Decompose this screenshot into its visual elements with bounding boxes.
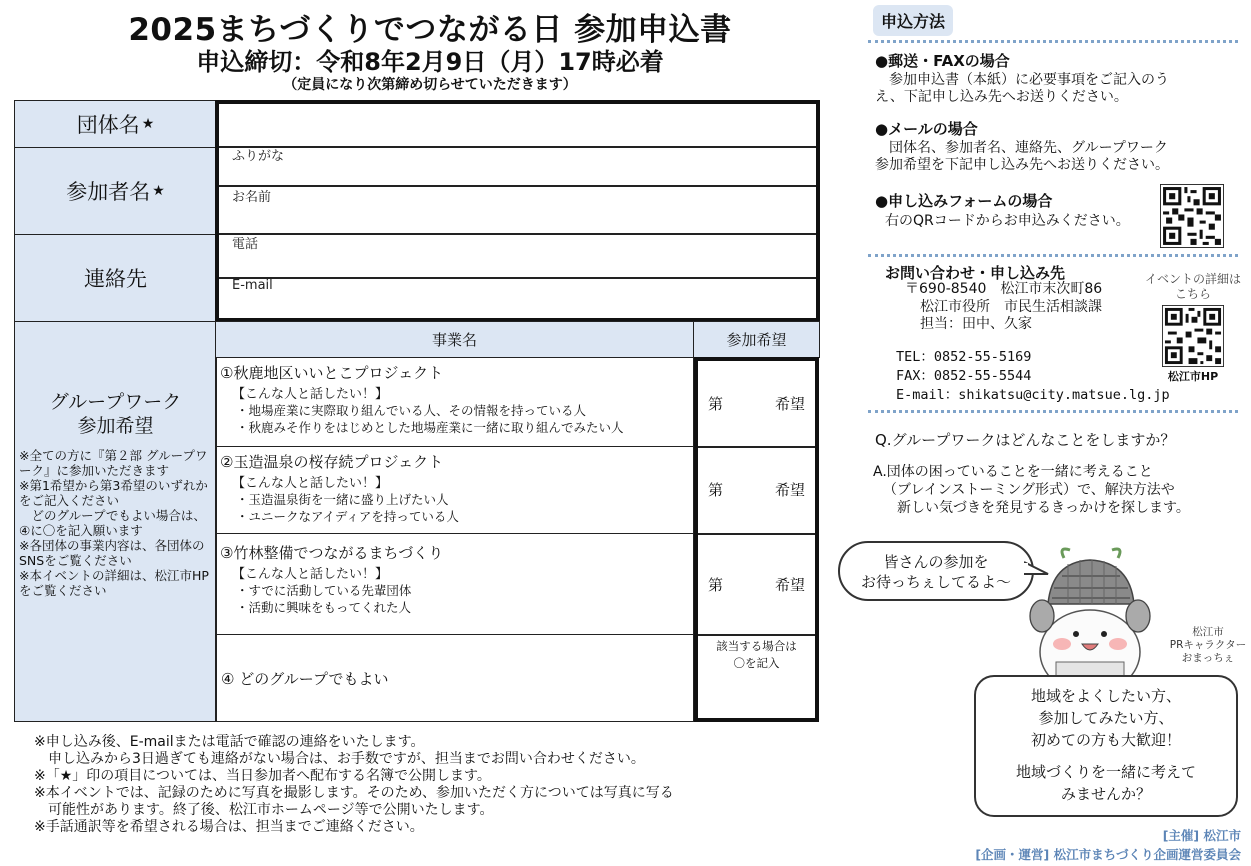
sponsor-credit: [主催] 松江市 [1162, 828, 1241, 843]
furigana-label: ふりがな [232, 149, 285, 164]
contact-office: 松江市役所 市民生活相談課 担当：田中、久家 [920, 299, 1102, 332]
group-work-label-cell [14, 321, 217, 722]
dotted-divider [868, 254, 1238, 257]
contact-address: 〒690-8540 松江市末次町86 [905, 281, 1103, 297]
contact-numbers: TEL：0852-55-5169 FAX：0852-55-5544 E-mail：shikatsu@city.matsue.lg.jp [896, 349, 1170, 403]
event-detail-caption: イベントの詳細は こちら [1144, 272, 1241, 301]
welcome-message: 地域をよくしたい方、 参加してみたい方、 初めての方も大歓迎！ 地域づくりを一緒に考えて みませんか？ [974, 675, 1238, 817]
name-label: お名前 [232, 190, 272, 205]
application-form [14, 100, 820, 722]
col-project-header: 事業名 [215, 321, 694, 358]
project-row: ③竹林整備でつながるまちづくり 【こんな人と話したい！】 ・すでに活動している先輩団体 ・活動に興味をもってくれた人 [215, 533, 694, 635]
project-row: ①秋鹿地区いいとこプロジェクト 【こんな人と話したい！】 ・地場産業に実際取り組んでいる人、その情報を持っている人 ・秋鹿みそ作りをはじめとした地場産業に一緒に取り組んでみたい人 [215, 357, 694, 447]
phone-field[interactable] [219, 250, 816, 276]
divider [698, 533, 815, 535]
bottom-notes: ※申し込み後、E-mailまたは電話で確認の連絡をいたします。 申し込みから3日過ぎても連絡がない場合は、お手数ですが、担当までお問い合わせください。 ※「★」印の項目については、当日参加者へ配布する名簿で公開します。 ※本イベントでは、記録のために写真を撮影します。そのため、参加いただく方については写真に写る 可能性があります。終了後、松江市ホームページ等で公開いたします。 ※手話通訳等を希望される場合は、担当までご連絡ください。 [34, 734, 674, 835]
group-name-label: 団体名 ★ [14, 100, 217, 148]
city-website-caption: 松江市HP [1167, 370, 1219, 383]
mail-fax-text: 参加申込書（本紙）に必要事項をご記入のう え、下記申し込み先へお送りください。 [875, 72, 1169, 105]
email-method-text: 団体名、参加者名、連絡先、グループワーク 参加希望を下記申し込み先へお送りください。 [875, 140, 1169, 173]
divider [219, 277, 816, 279]
participant-label: 参加者名 ★ [14, 147, 217, 235]
faq-answer: A.団体の困っていることを一緒に考えること （ブレインストーミング形式）で、解決方法や 新しい気づきを発見するきっかけを探します。 [873, 464, 1190, 516]
mascot-caption: 松江市 PRキャラクター おまっちぇ [1169, 626, 1247, 664]
dotted-divider [868, 40, 1238, 43]
project-row-any: ④ どのグループでもよい [215, 634, 694, 722]
web-form-title: ●申し込みフォームの場合 [875, 192, 1053, 210]
mail-fax-title: ●郵送・FAXの場合 [875, 52, 1010, 70]
city-website-qr-code-icon[interactable] [1162, 305, 1224, 367]
capacity-note: （定員になり次第締め切らせていただきます） [283, 77, 577, 93]
divider [219, 146, 816, 148]
divider [698, 634, 815, 636]
group-work-title: グループワーク 参加希望 [49, 391, 182, 437]
contact-email[interactable]: E-mail：shikatsu@city.matsue.lg.jp [896, 387, 1170, 403]
web-form-text: 右のQRコードからお申込みください。 [885, 213, 1130, 229]
phone-label: 電話 [232, 237, 259, 252]
name-field[interactable] [219, 204, 816, 232]
how-to-apply-heading: 申込方法 [873, 5, 953, 36]
dotted-divider [868, 410, 1238, 413]
email-label: E-mail [232, 278, 273, 293]
col-preference-header: 参加希望 [693, 321, 820, 358]
preference-field-2[interactable]: 第 希望 [708, 480, 805, 499]
group-name-field[interactable] [219, 104, 816, 144]
preference-field-1[interactable]: 第 希望 [708, 394, 805, 413]
email-field[interactable] [219, 294, 816, 318]
preference-field-3[interactable]: 第 希望 [708, 575, 805, 594]
preference-field-4[interactable]: 該当する場合は 〇を記入 [716, 639, 797, 670]
contact-label: 連絡先 [14, 234, 217, 322]
deadline: 申込締切：令和8年2月9日（月）17時必着 [196, 48, 664, 76]
furigana-field[interactable] [219, 162, 816, 184]
divider [219, 233, 816, 235]
form-title: 2025まちづくりでつながる日 参加申込書 [128, 12, 732, 48]
project-row: ②玉造温泉の桜存続プロジェクト 【こんな人と話したい！】 ・玉造温泉街を一緒に盛り上げたい人 ・ユニークなアイディアを持っている人 [215, 446, 694, 534]
contact-title: お問い合わせ・申し込み先 [885, 264, 1066, 282]
divider [219, 185, 816, 187]
speech-bubble: 皆さんの参加を お待っちぇしてるよ～ [838, 541, 1034, 601]
application-qr-code-icon[interactable] [1160, 184, 1224, 248]
group-work-notes: ※全ての方に『第２部 グループワーク』に参加いただきます ※第1希望から第3希望のいずれかをご記入ください どのグループでもよい場合は、④に〇を記入願います ※各団体の事業内容は、各団体のSNSをご覧ください ※本イベントの詳細は、松江市HPをご覧ください [19, 448, 209, 598]
mascot-omacche-icon [1018, 544, 1168, 684]
faq-question: Q.グループワークはどんなことをしますか？ [875, 431, 1176, 449]
organizer-credit: [企画・運営] 松江市まちづくり企画運営委員会 [975, 847, 1241, 862]
email-method-title: ●メールの場合 [875, 120, 978, 138]
